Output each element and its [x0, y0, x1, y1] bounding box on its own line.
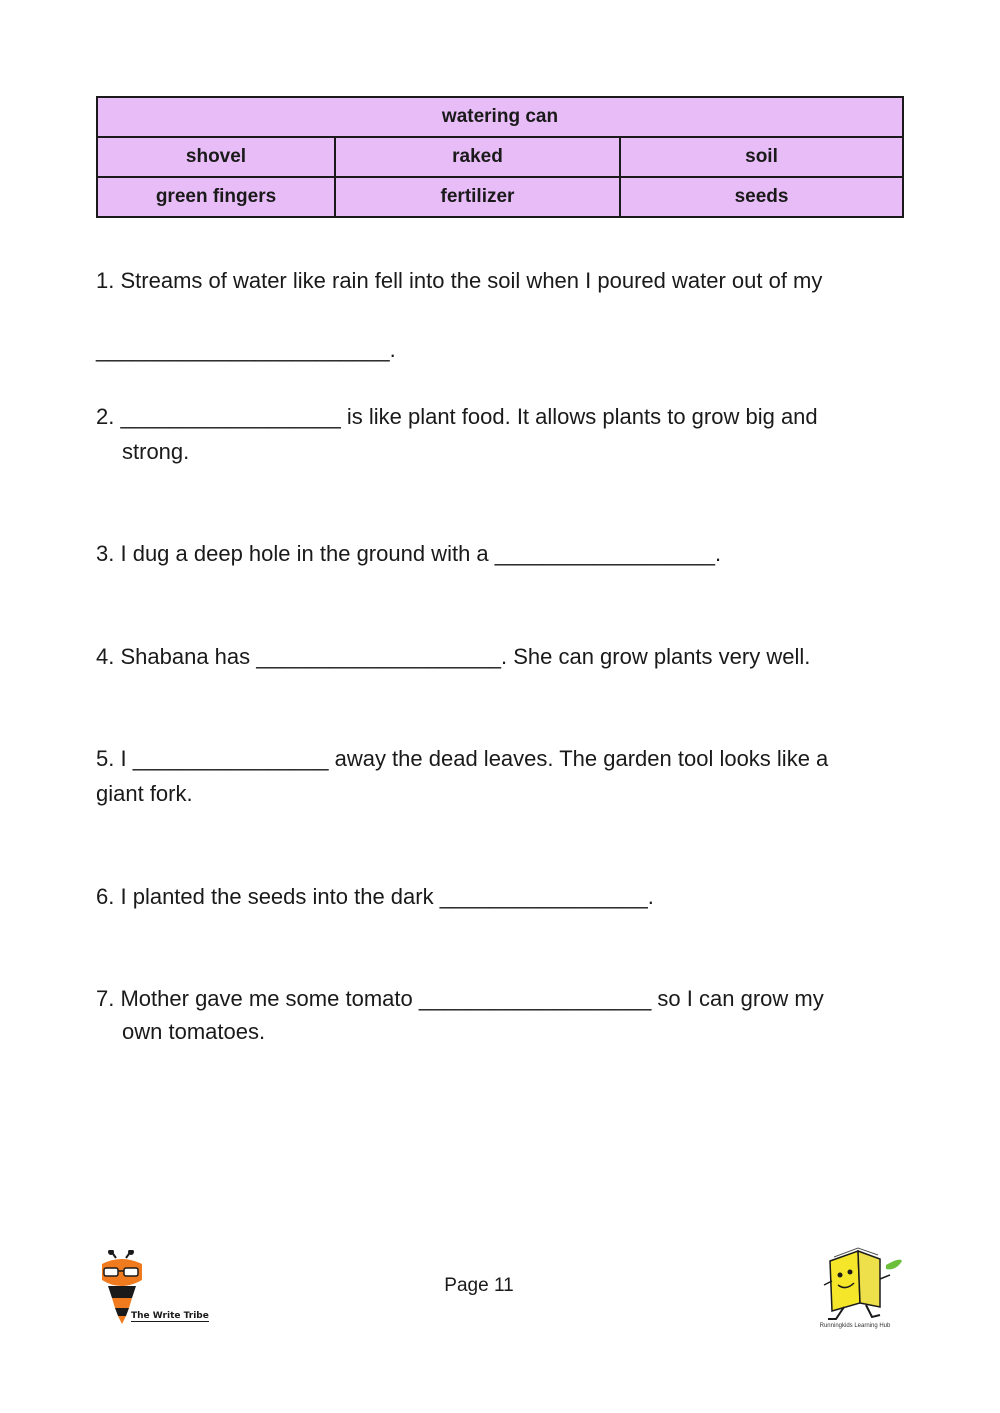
word-bank-cell: green fingers	[97, 177, 335, 217]
question-text: I ________________ away the dead leaves. The garden tool looks like a	[120, 746, 829, 771]
question-5	[96, 741, 896, 811]
question-continuation: own tomatoes.	[122, 1019, 266, 1044]
question-number: 5.	[96, 746, 115, 771]
question-text: Mother gave me some tomato ___________________ so I can grow my	[120, 986, 824, 1011]
word-bank-cell: fertilizer	[335, 177, 620, 217]
question-number: 2.	[96, 404, 115, 429]
question-3	[96, 536, 896, 571]
question-number: 6.	[96, 884, 115, 909]
word-bank-cell: soil	[620, 137, 903, 177]
question-number: 4.	[96, 644, 115, 669]
question-4	[96, 639, 896, 674]
word-bank-table	[96, 96, 904, 218]
question-text: Streams of water like rain fell into the soil when I poured water out of my	[120, 268, 823, 293]
left-logo-text: The Write Tribe	[131, 1311, 209, 1321]
question-1	[96, 263, 896, 298]
word-bank-header: watering can	[97, 97, 903, 137]
question-text: I dug a deep hole in the ground with a __________________.	[120, 541, 722, 566]
page-number: Page 11	[444, 1275, 514, 1296]
question-number: 7.	[96, 986, 115, 1011]
question-7	[96, 982, 896, 1048]
answer-blank: ________________________.	[96, 337, 396, 362]
question-1-answer-line	[96, 332, 896, 367]
question-text: I planted the seeds into the dark _________________.	[120, 884, 654, 909]
word-bank-cell: shovel	[97, 137, 335, 177]
question-text: Shabana has ____________________. She can grow plants very well.	[120, 644, 811, 669]
right-logo-text: Runningkids Learning Hub	[819, 1323, 891, 1329]
question-6	[96, 879, 896, 914]
question-continuation: strong.	[122, 439, 190, 464]
question-number: 3.	[96, 541, 115, 566]
question-2	[96, 399, 896, 469]
word-bank-cell: seeds	[620, 177, 903, 217]
question-number: 1.	[96, 268, 115, 293]
question-continuation: giant fork.	[96, 781, 193, 806]
word-bank-cell: raked	[335, 137, 620, 177]
question-text: __________________ is like plant food. It allows plants to grow big and	[120, 404, 818, 429]
